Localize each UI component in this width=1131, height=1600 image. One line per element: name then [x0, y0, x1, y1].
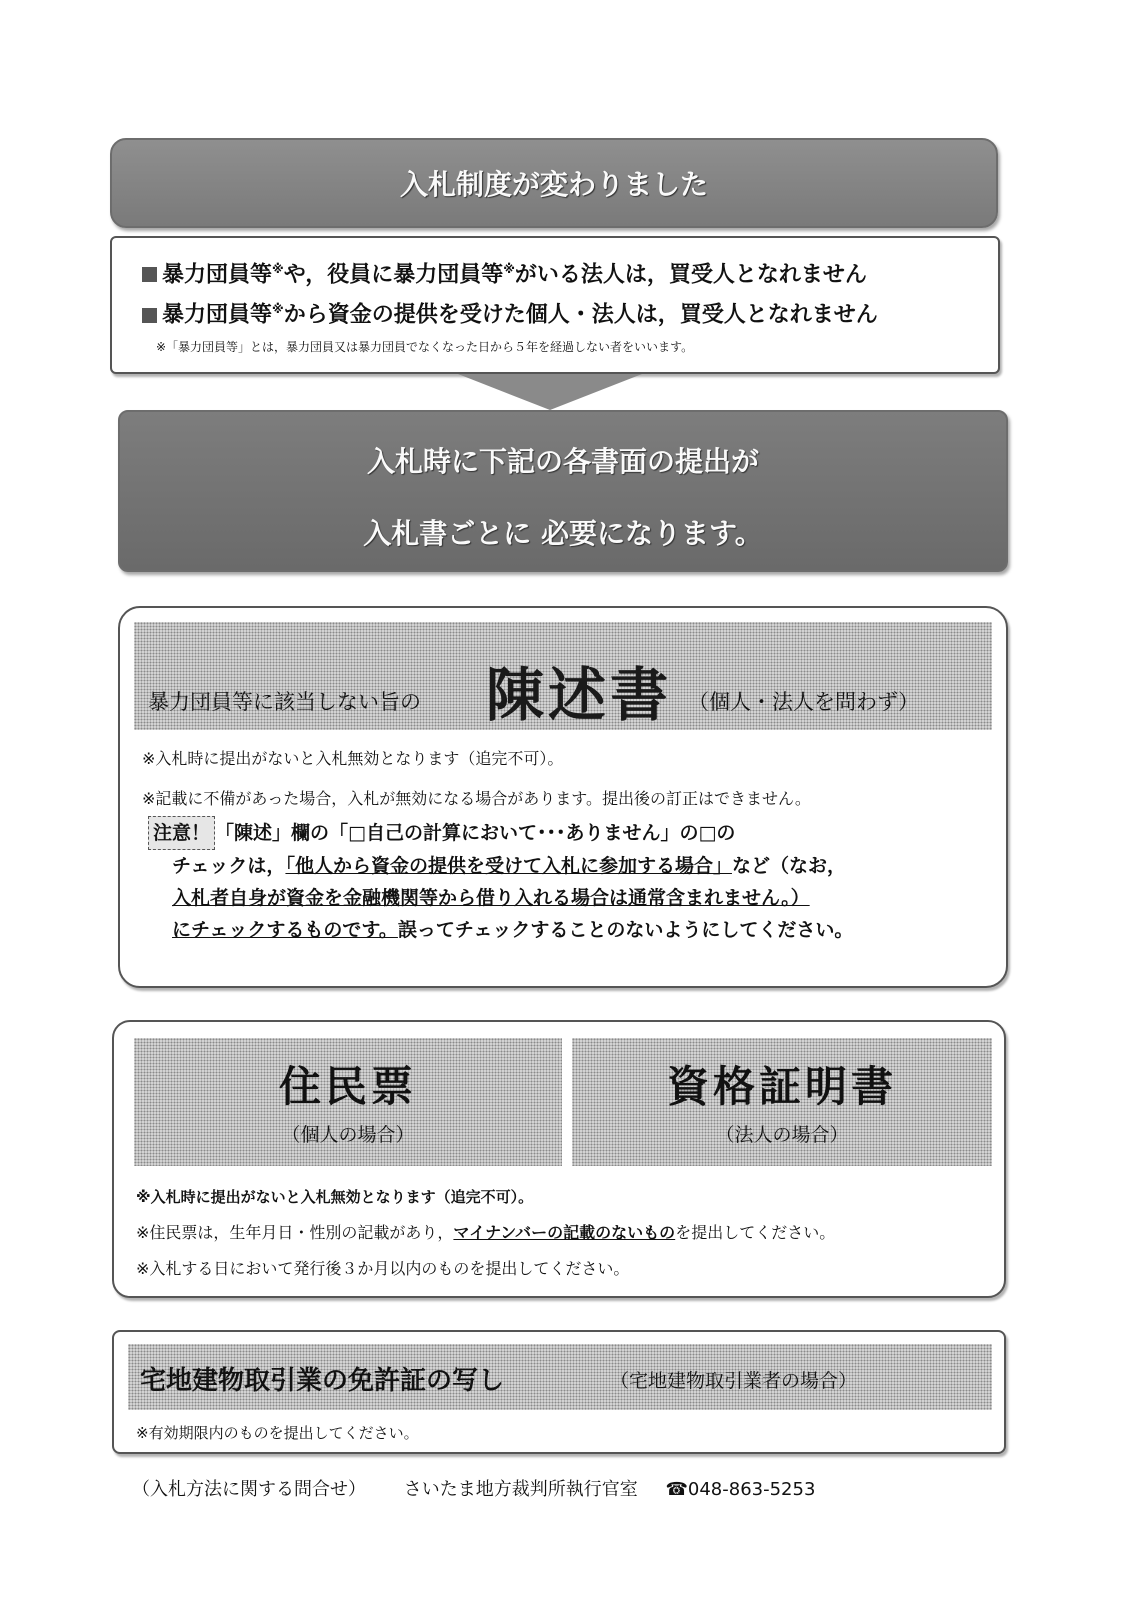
rules-box: [110, 236, 1000, 374]
rules-footnote: ※「暴力団員等」とは，暴力団員又は暴力団員でなくなった日から５年を経過しない者をいいます。: [156, 339, 694, 354]
license-box: [112, 1330, 1006, 1454]
square-bullet-icon: [142, 308, 157, 323]
warning-label: 注意！: [148, 816, 215, 850]
footer-phone: 048-863-5253: [687, 1479, 816, 1500]
banner-title: 入札制度が変わりました: [399, 168, 708, 201]
banner-system-changed: [110, 138, 998, 228]
statement-note-1: ※入札時に提出がないと入札無効となります（追完不可）。: [142, 749, 564, 768]
warning-line-1: 注意！ 「陳述」欄の「□自己の計算において･･･ありません」の□の: [148, 816, 998, 850]
footer-label: （入札方法に関する問合せ）: [132, 1479, 366, 1500]
qualification-title: 資格証明書: [666, 1062, 897, 1111]
banner-documents-required: [118, 410, 1008, 572]
license-title: 宅地建物取引業の免許証の写し: [140, 1366, 505, 1396]
residence-note-1: ※入札時に提出がないと入札無効となります（追完不可）。: [136, 1188, 534, 1206]
residence-note-3: ※入札する日において発行後３か月以内のものを提出してください。: [136, 1259, 630, 1278]
warning-block: [148, 816, 998, 946]
square-bullet-icon: [142, 267, 157, 282]
banner-line-2: 入札書ごとに 必要になります。: [363, 517, 763, 550]
down-arrow-icon: [458, 374, 642, 410]
license-note: ※有効期限内のものを提出してください。: [136, 1424, 419, 1442]
statement-box: [118, 606, 1008, 988]
rule-line-2: 暴力団員等※から資金の提供を受けた個人・法人は，買受人となれません: [142, 292, 998, 332]
rule-line-1: 暴力団員等※や，役員に暴力団員等※がいる法人は，買受人となれません: [142, 252, 998, 292]
qualification-subtitle: （法人の場合）: [715, 1124, 849, 1146]
residence-card: [134, 1038, 562, 1166]
residence-title: 住民票: [278, 1062, 417, 1111]
statement-title: 陳述書: [486, 661, 673, 729]
statement-note-2: ※記載に不備があった場合，入札が無効になる場合があります。提出後の訂正はできません。: [142, 789, 811, 808]
warning-line-3: 入札者自身が資金を金融機関等から借り入れる場合は通常含まれません。）: [172, 887, 810, 909]
residence-subtitle: （個人の場合）: [281, 1124, 415, 1146]
footer-contact: [132, 1474, 992, 1506]
license-subtitle: （宅地建物取引業者の場合）: [610, 1370, 858, 1392]
banner-line-1: 入札時に下記の各書面の提出が: [366, 445, 759, 478]
warning-line-4: にチェックするものです。誤ってチェックすることのないようにしてください。: [172, 919, 854, 941]
statement-suffix: （個人・法人を問わず）: [688, 690, 919, 714]
license-heading: [128, 1344, 992, 1410]
phone-icon: ☎: [665, 1479, 688, 1500]
footer-office: さいたま地方裁判所執行官室: [403, 1479, 638, 1500]
qualification-card: [572, 1038, 992, 1166]
residence-note-2: ※住民票は，生年月日・性別の記載があり，マイナンバーの記載のないものを提出してください。: [136, 1223, 836, 1242]
residence-box: [112, 1020, 1006, 1298]
warning-line-2: チェックは，「他人から資金の提供を受けて入札に参加する場合」など（なお，: [172, 855, 846, 877]
statement-heading: [134, 622, 992, 730]
statement-prefix: 暴力団員等に該当しない旨の: [148, 690, 421, 714]
